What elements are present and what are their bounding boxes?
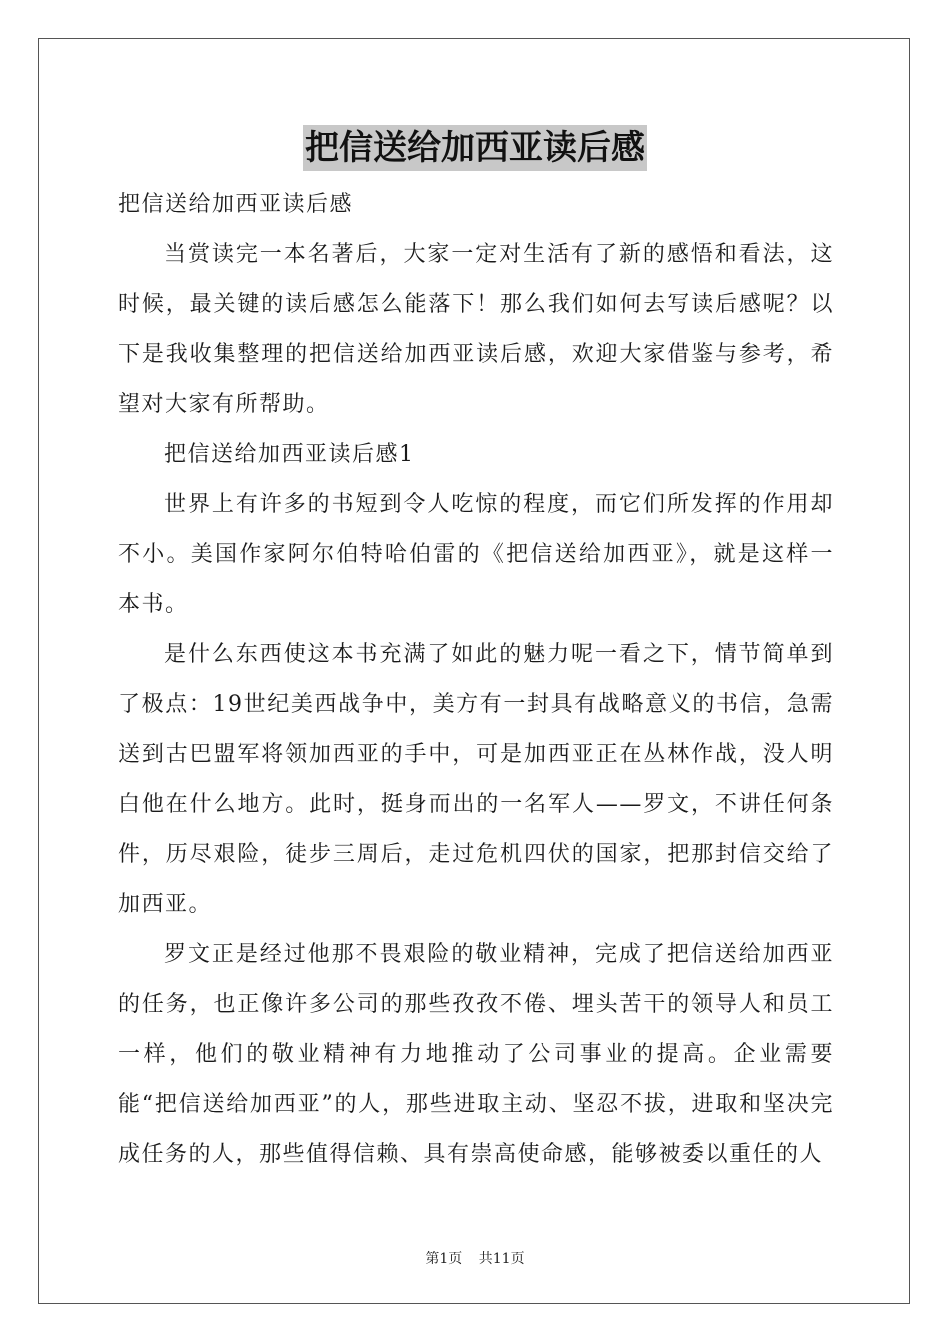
body-paragraph: 罗文正是经过他那不畏艰险的敬业精神，完成了把信送给加西亚的任务，也正像许多公司的那些孜孜不倦、埋头苦干的领导人和员工一样，他们的敬业精神有力地推动了公司事业的提高。企业需要能“把信送给加西亚”的人，那些进取主动、坚忍不拔，进取和坚决完成任务的人，那些值得信赖、具有崇高使命感，能够被委以重任的人 <box>118 942 834 1167</box>
intro-paragraph: 当赏读完一本名著后，大家一定对生活有了新的感悟和看法，这时候，最关键的读后感怎么能落下！那么我们如何去写读后感呢？以下是我收集整理的把信送给加西亚读后感，欢迎大家借鉴与参考，希望对大家有所帮助。 <box>118 242 834 417</box>
page-total: 共11页 <box>478 1251 525 1267</box>
page-footer <box>0 1248 950 1268</box>
title-container <box>0 125 950 171</box>
document-title: 把信送给加西亚读后感 <box>303 125 647 171</box>
body-paragraph: 是什么东西使这本书充满了如此的魅力呢一看之下，情节简单到了极点：19世纪美西战争中，美方有一封具有战略意义的书信，急需送到古巴盟军将领加西亚的手中，可是加西亚正在丛林作战，没人明白他在什么地方。此时，挺身而出的一名军人——罗文，不讲任何条件，历尽艰险，徒步三周后，走过危机四伏的国家，把那封信交给了加西亚。 <box>118 642 834 917</box>
subtitle-paragraph: 把信送给加西亚读后感 <box>118 192 354 217</box>
section-heading: 把信送给加西亚读后感1 <box>164 442 415 467</box>
body-paragraph: 世界上有许多的书短到令人吃惊的程度，而它们所发挥的作用却不小。美国作家阿尔伯特哈伯雷的《把信送给加西亚》，就是这样一本书。 <box>118 492 834 617</box>
page-number: 第1页 <box>425 1251 463 1267</box>
document-body <box>118 180 834 1180</box>
